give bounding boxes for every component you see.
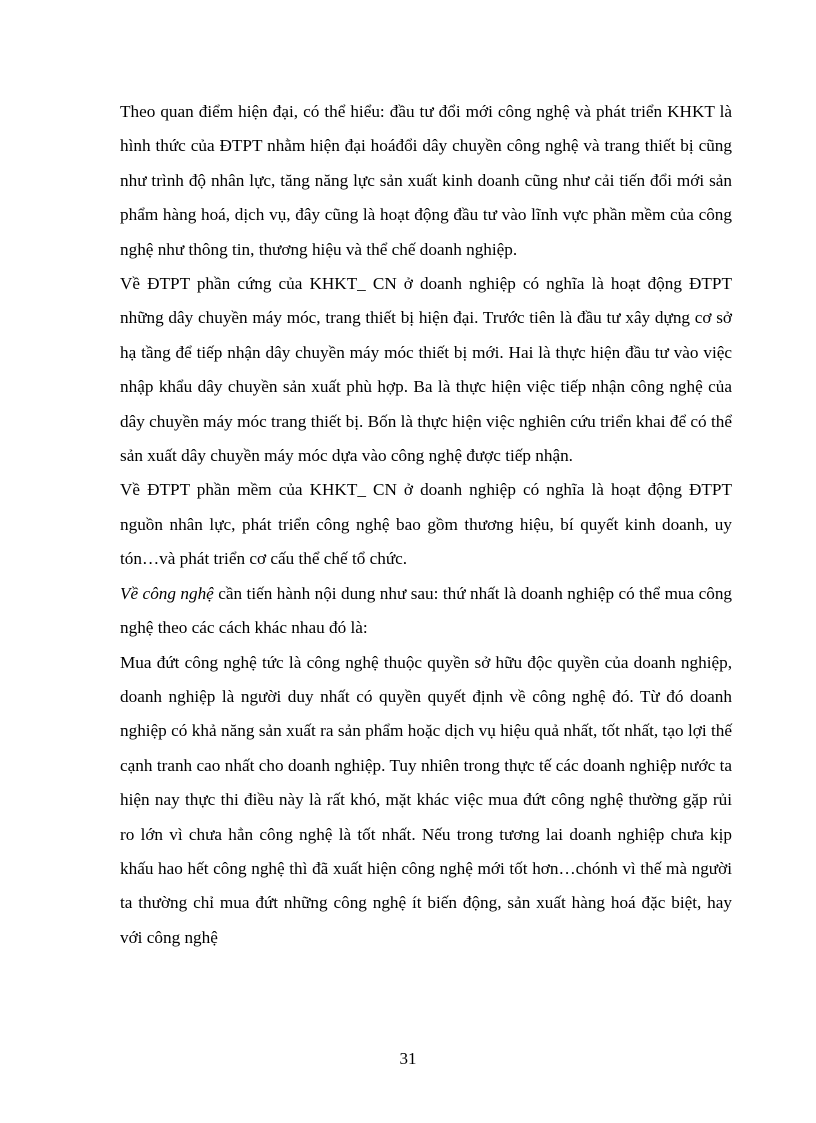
paragraph-text: Mua đứt công nghệ tức là công nghệ thuộc quyền sở hữu độc quyền của doanh nghiệp, doanh nghiệp là người duy nhất có quyền quyết định về công nghệ đó. Từ đó doanh nghiệp có khả năng sản xuất ra sản phẩm hoặc dịch vụ hiệu quả nhất, tốt nhất, tạo lợi thế cạnh tranh cao nhất cho doanh nghiệp. Tuy nhiên trong thực tế các doanh nghiệp nước ta hiện nay thực thi điều này là rất khó, mặt khác việc mua đứt công nghệ thường gặp rủi ro lớn vì chưa hẳn công nghệ là tốt nhất. Nếu trong tương lai doanh nghiệp chưa kịp khấu hao hết công nghệ thì đã xuất hiện công nghệ mới tốt hơn…chónh vì thế mà người ta thường chỉ mua đứt những công nghệ ít biến động, sản xuất hàng hoá đặc biệt, hay với công nghệ: [120, 652, 732, 947]
paragraph-text: cần tiến hành nội dung như sau: thứ nhất là doanh nghiệp có thể mua công nghệ theo các cách khác nhau đó là:: [120, 583, 733, 638]
paragraph-text: Về ĐTPT phần cứng của KHKT_ CN ở doanh nghiệp có nghĩa là hoạt động ĐTPT những dây chuyền máy móc, trang thiết bị hiện đại. Trước tiên là đầu tư xây dựng cơ sở hạ tầng để tiếp nhận dây chuyền máy móc thiết bị mới. Hai là thực hiện đầu tư vào việc nhập khẩu dây chuyền sản xuất phù hợp. Ba là thực hiện việc tiếp nhận công nghệ của dây chuyền máy móc trang thiết bị. Bốn là thực hiện việc nghiên cứu triển khai để có thể sản xuất dây chuyền máy móc dựa vào công nghệ được tiếp nhận.: [120, 274, 732, 466]
paragraph-technology-purchase: [120, 577, 732, 646]
paragraph-text: Về ĐTPT phần mềm của KHKT_ CN ở doanh nghiệp có nghĩa là hoạt động ĐTPT nguồn nhân lực, phát triển công nghệ bao gồm thương hiệu, bí quyết kinh doanh, uy tón…và phát triển cơ cấu thể chế tổ chức.: [120, 480, 732, 569]
paragraph-software-investment: [120, 473, 732, 576]
paragraph-outright-purchase: [120, 646, 732, 956]
paragraph-definition: [120, 95, 732, 267]
paragraph-text: Theo quan điểm hiện đại, có thể hiểu: đầu tư đổi mới công nghệ và phát triển KHKT là hình thức của ĐTPT nhằm hiện đại hoáđổi dây chuyền công nghệ và trang thiết bị cũng như trình độ nhân lực, tăng năng lực sản xuất kinh doanh cũng như cải tiến đổi mới sản phẩm hàng hoá, dịch vụ, đây cũng là hoạt động đầu tư vào lĩnh vực phần mềm của công nghệ như thông tin, thương hiệu và thể chế doanh nghiệp.: [120, 102, 732, 259]
paragraph-hardware-investment: [120, 267, 732, 473]
paragraph-lead-italic: Về công nghệ: [120, 583, 214, 603]
document-body: [120, 95, 732, 955]
page-number: 31: [399, 1049, 417, 1068]
